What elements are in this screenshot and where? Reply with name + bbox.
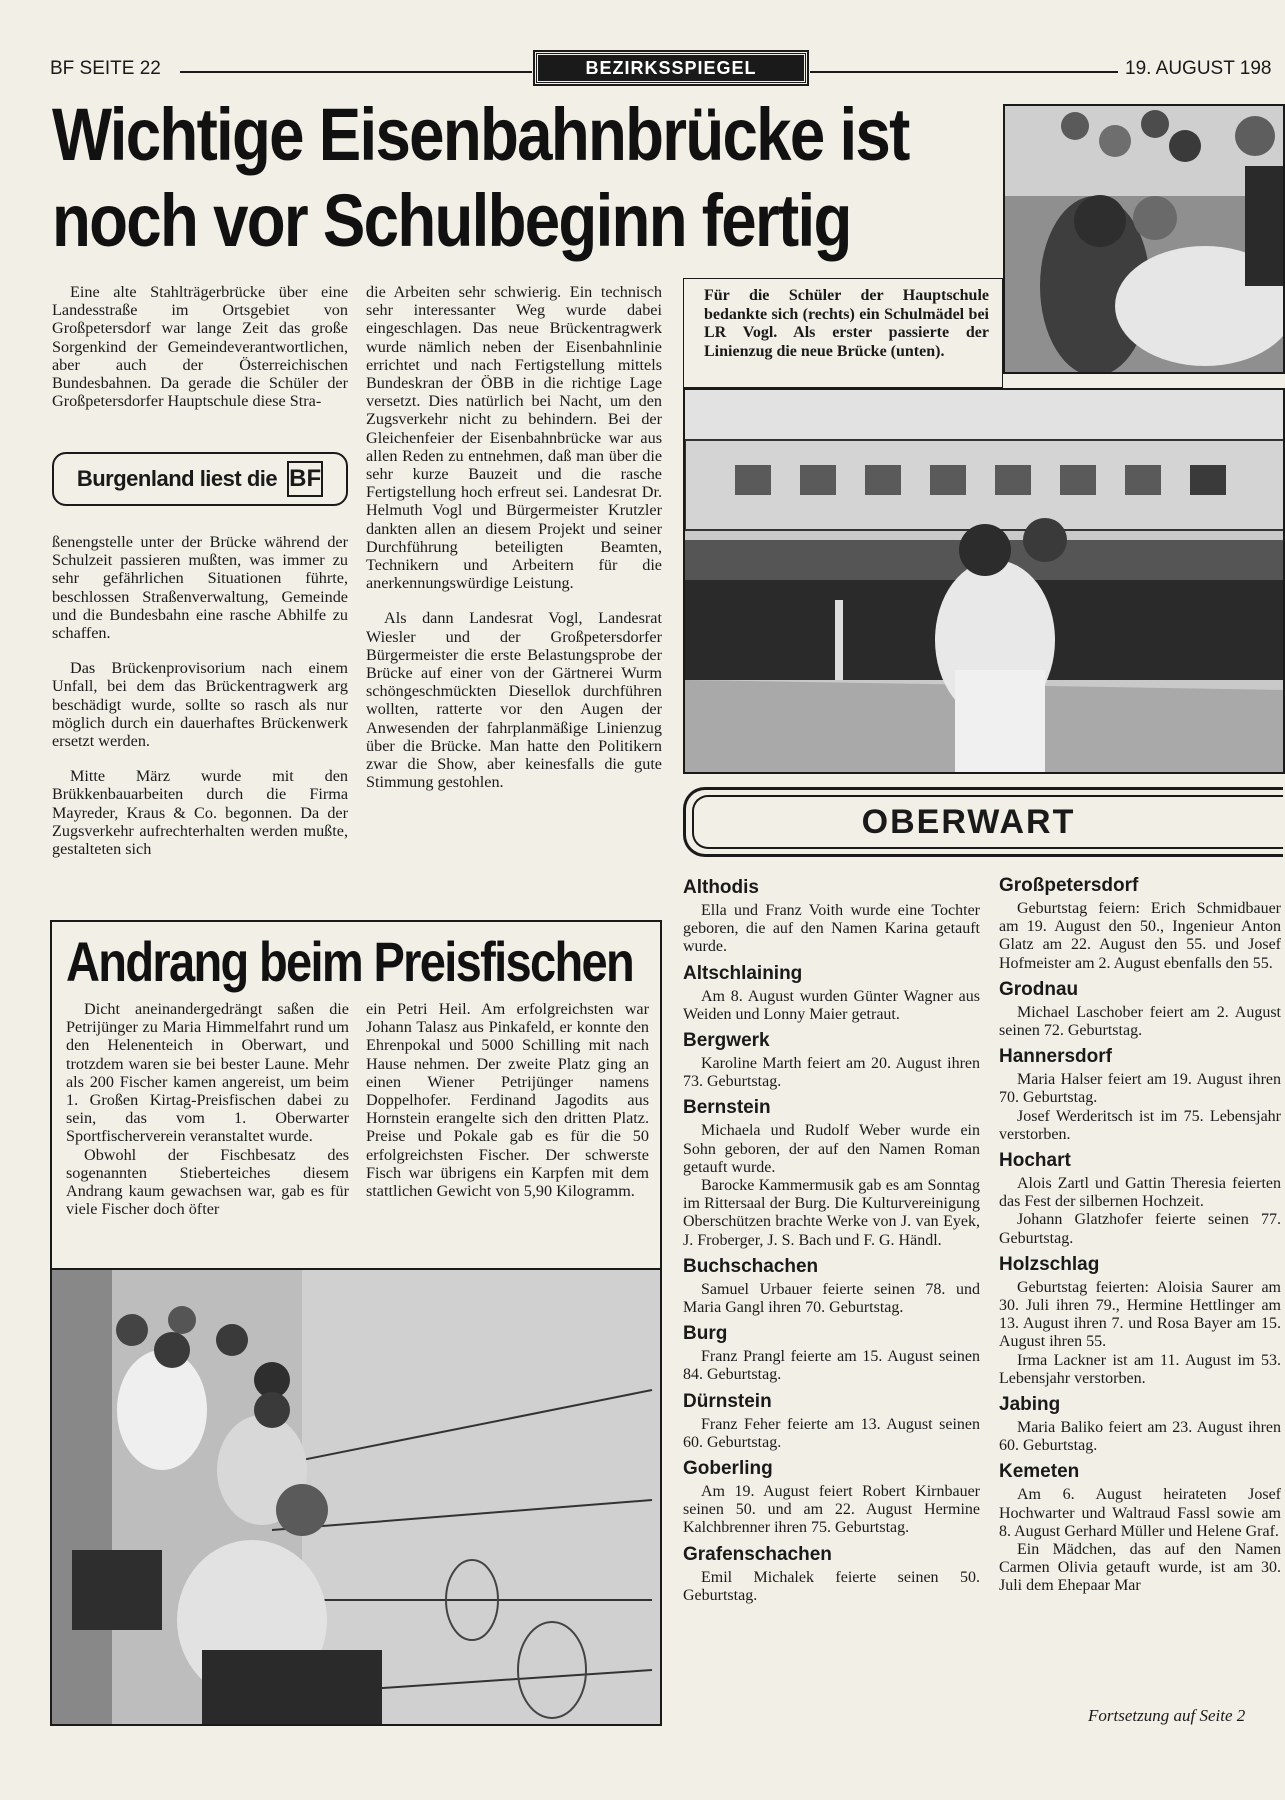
oberwart-banner-inner [692, 795, 1283, 849]
town-heading: Dürnstein [683, 1390, 772, 1412]
local-news: Franz Feher feierte am 13. August seinen 60. Geburtstag. [683, 1415, 980, 1451]
town-heading: Buchschachen [683, 1255, 819, 1277]
article-column-1a [52, 283, 348, 410]
photo-train-bridge [683, 388, 1285, 774]
local-news: Barocke Kammermusik gab es am Sonntag im Rittersaal der Burg. Die Kulturvereinigung Oberschützen brachte Werke von J. van Eyek, J. Froberger, J. S. Bach und F. G. Händl. [683, 1177, 980, 1249]
town-heading: Burg [683, 1323, 728, 1345]
local-news: Johann Glatzhofer feierte seinen 77. Geburtstag. [999, 1211, 1281, 1247]
oberwart-banner [683, 787, 1283, 857]
headline-line-1: Wichtige Eisenbahnbrücke ist [52, 93, 909, 176]
article-column-2 [366, 283, 662, 791]
local-news: Emil Michalek feierte seinen 50. Geburtstag. [683, 1568, 980, 1604]
town-heading: Grodnau [999, 978, 1079, 1000]
issue-date: 19. AUGUST 198 [1125, 58, 1272, 79]
paragraph: Dicht aneinandergedrängt saßen die Petrijünger zu Maria Himmelfahrt rund um den Helenenteich in Oberwart, und trotzdem waren sie bei bester Laune. Mehr als 200 Fischer kamen angereist, um beim 1. Großen Kirtag-Preisfischen dabei zu sein, das vom 1. Oberwarter Sportfischerverein veranstaltet wurde. [66, 1000, 349, 1146]
promo-text: Burgenland liest die [76, 466, 278, 491]
header-rule-left [180, 71, 532, 73]
continued-note: Fortsetzung auf Seite 2 [1088, 1706, 1246, 1725]
paragraph: Eine alte Stahlträgerbrücke über eine Landesstraße im Ortsgebiet von Großpetersdorf war lange Zeit das große Sorgenkind der Gemeindeverantwortlichen, aber auch der Österreichischen Bundesbahnen. Da gerade die Schüler der Großpetersdorfer Hauptschule diese Stra- [52, 283, 348, 411]
local-news: Michaela und Rudolf Weber wurde ein Sohn geboren, der auf den Namen Roman getauft wurde. [683, 1122, 980, 1176]
photo-caption: Für die Schüler der Hauptschule bedankte sich (rechts) ein Schulmädel bei LR Vogl. Als erster passierte der Linienzug die neue Brücke (unten). [704, 287, 989, 360]
town-heading: Jabing [999, 1394, 1061, 1416]
local-news: Ella und Franz Voith wurde eine Tochter geboren, die auf den Namen Karina getauft wurde. [683, 902, 980, 956]
local-news: Ein Mädchen, das auf den Namen Carmen Olivia getauft wurde, ist am 30. Juli dem Ehepaar Mar [999, 1541, 1281, 1595]
local-news: Franz Prangl feierte am 15. August seinen 84. Geburtstag. [683, 1348, 980, 1384]
oberwart-column-left [683, 877, 980, 1605]
article2-headline: Andrang beim Preisfischen [66, 930, 634, 993]
page-number: BF SEITE 22 [50, 58, 161, 79]
town-heading: Althodis [683, 877, 759, 898]
town-heading: Bergwerk [683, 1030, 770, 1052]
local-news: Am 19. August feiert Robert Kirnbauer seinen 50. und am 22. August Hermine Kalchbrenner ihren 75. Geburtstag. [683, 1483, 980, 1537]
local-news: Geburtstag feierten: Aloisia Saurer am 30. Juli ihren 79., Hermine Hettlinger am 13. August ihren 7. und Rosa Bayer am 15. August ihren 55. [999, 1278, 1281, 1351]
photo-train-bridge-image [685, 390, 1285, 774]
local-news: Michael Laschober feiert am 2. August seinen 72. Geburtstag. [999, 1003, 1281, 1040]
header-rule-right [810, 71, 1118, 73]
article2-column-1 [66, 1000, 349, 1218]
town-heading: Hannersdorf [999, 1046, 1112, 1068]
bf-logo: BF [287, 461, 323, 497]
local-news: Am 8. August wurden Günter Wagner aus Weiden und Lonny Maier getraut. [683, 987, 980, 1023]
local-news: Am 6. August heirateten Josef Hochwarter und Waltraud Fassl sowie am 8. August Gerhard Müller und Helene Graf. [999, 1486, 1281, 1540]
town-heading: Großpetersdorf [999, 875, 1139, 896]
town-heading: Grafenschachen [683, 1543, 832, 1565]
local-news: Maria Baliko feiert am 23. August ihren 60. Geburtstag. [999, 1419, 1281, 1455]
town-heading: Holzschlag [999, 1253, 1100, 1275]
photo-ceremony [1003, 104, 1285, 374]
article-headline [52, 92, 909, 264]
paragraph: Obwohl der Fischbesatz des sogenannten Stieberteiches diesem Andrang kaum gewachsen war, gab es für viele Fischer doch öfter [66, 1145, 349, 1219]
paragraph: die Arbeiten sehr schwierig. Ein technisch sehr interessanter Weg wurde dabei eingeschlagen. Das neue Brückentragwerk wurde nämlich neben der Eisenbahnlinie errichtet und nach Fertigstellung mittels Bundeskran der ÖBB in die richtige Lage versetzt. Dies natürlich bei Nacht, um den Zugsverkehr nicht zu behindern. Bei der Gleichenfeier der Eisenbahnbrücke war aus allen Reden zu entnehmen, daß man über die sehr kurze Bauzeit und die rasche Fertigstellung hoch erfreut sei. Landesrat Dr. Helmuth Vogl und Bürgermeister Krutzler dankten allen an diesem Projekt und seiner Durchführung beteiligten Beamten, Technikern und Arbeitern für die anerkennungswürdige Leistung. [366, 283, 662, 593]
local-news: Maria Halser feiert am 19. August ihren 70. Geburtstag. [999, 1071, 1281, 1107]
paragraph: ein Petri Heil. Am erfolgreichsten war Johann Talasz aus Pinkafeld, er konnte den Ehrenpokal und 5000 Schilling mit nach Hause nehmen. Der zweite Platz ging an einen Wiener Petrijünger namens Doppelhofer. Ferdinand Jagodits aus Hornstein erangelte sich den dritten Platz. Preise und Pokale gab es für die 50 erfolgreichsten Fischer. Der schwerste Fisch war übrigens ein Karpfen mit dem stattlichen Gewicht von 5,90 Kilogramm. [366, 1000, 649, 1201]
article-column-1b [52, 533, 348, 858]
paragraph: Mitte März wurde mit den Brükkenbauarbeiten durch die Firma Mayreder, Kraus & Co. begonnen. Da der Zugsverkehr aufrechterhalten werden mußte, gestalteten sich [52, 767, 348, 859]
photo-fishing-image [52, 1270, 662, 1726]
paragraph: Das Brückenprovisorium nach einem Unfall, bei dem das Brückentragwerk arg beschädigt wurde, sollte so rasch als nur möglich durch ein dauerhaftes Brückenwerk ersetzt werden. [52, 659, 348, 751]
town-heading: Goberling [683, 1458, 773, 1480]
town-heading: Hochart [999, 1150, 1071, 1172]
town-heading: Kemeten [999, 1461, 1080, 1483]
paragraph: ßenengstelle unter der Brücke während der Schulzeit passieren mußten, was immer zu sehr gefährlichen Situationen führte, beschlossen Straßenverwaltung, Gemeinde und die Bundesbahn eine rasche Abhilfe zu schaffen. [52, 533, 348, 643]
local-news: Karoline Marth feiert am 20. August ihren 73. Geburtstag. [683, 1055, 980, 1091]
section-badge: BEZIRKSSPIEGEL [535, 52, 807, 84]
photo-fishing [50, 1268, 662, 1726]
headline-line-2: noch vor Schulbeginn fertig [52, 179, 851, 262]
town-heading: Bernstein [683, 1097, 771, 1119]
promo-box [52, 452, 348, 506]
local-news: Alois Zartl und Gattin Theresia feierten das Fest der silbernen Hochzeit. [999, 1175, 1281, 1211]
town-heading: Altschlaining [683, 962, 803, 984]
local-news: Irma Lackner ist am 11. August im 53. Lebensjahr verstorben. [999, 1351, 1281, 1387]
oberwart-column-right [999, 875, 1281, 1596]
oberwart-title: OBERWART [861, 802, 1076, 841]
article2-column-2 [366, 1000, 649, 1200]
photo-ceremony-image [1005, 106, 1285, 374]
local-news: Geburtstag feiern: Erich Schmidbauer am 19. August den 50., Ingenieur Anton Glatz am 22. August den 55. und Josef Hofmeister am 2. August ebenfalls den 55. [999, 900, 1281, 972]
local-news: Josef Werderitsch ist im 75. Lebensjahr verstorben. [999, 1107, 1281, 1143]
paragraph: Als dann Landesrat Vogl, Landesrat Wiesler und der Großpetersdorfer Bürgermeister die erste Belastungsprobe der Brücke auf einer von der Gärtnerei Wurm schöngeschmückten Diesellok durchführen wollten, ratterte vor den Augen der Anwesenden der fahrplanmäßige Linienzug über die Brücke. Man hatte den Politikern zwar die Show, aber keinesfalls die gute Stimmung gestohlen. [366, 609, 662, 792]
local-news: Samuel Urbauer feierte seinen 78. und Maria Gangl ihren 70. Geburtstag. [683, 1280, 980, 1317]
